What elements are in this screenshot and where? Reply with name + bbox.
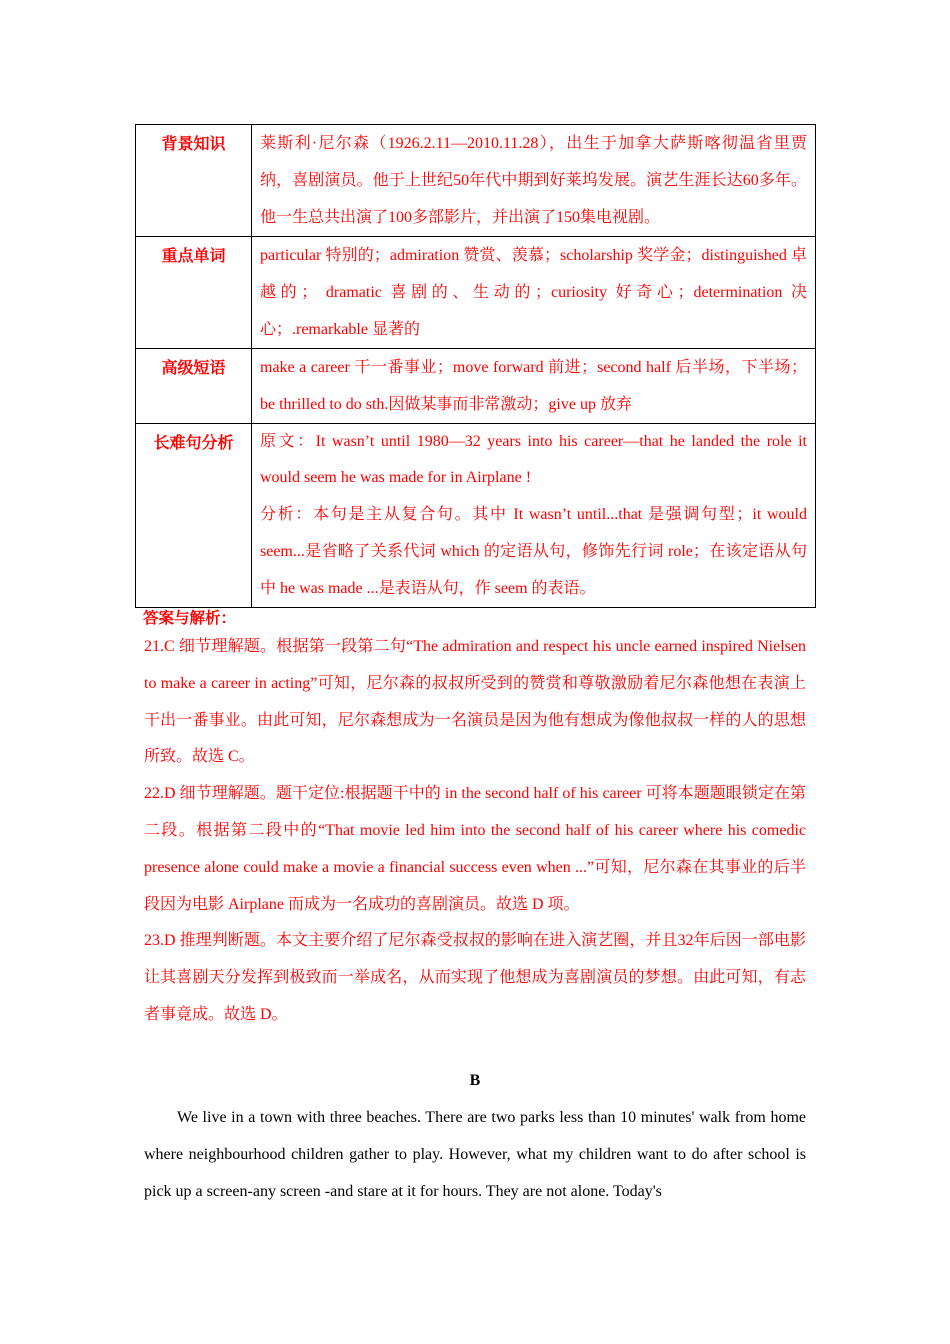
answer-21: 21.C 细节理解题。根据第一段第二句“The admiration and respect his uncle earned inspired Nielsen to make a career in acting”可知，尼尔森的叔叔所受到的赞赏和尊敬激励着尼尔森他想在表演上干出一番事业。由此可知，尼尔森想成为一名演员是因为他有想成为像他叔叔一样的人的思想所致。故选 C。 <box>144 638 806 766</box>
row-content-phrases: make a career 干一番事业；move forward 前进；second half 后半场，下半场；be thrilled to do sth.因做某事而非常激动；give up 放弃 <box>252 349 816 424</box>
answer-22: 22.D 细节理解题。题干定位:根据题干中的 in the second half of his career 可将本题题眼锁定在第二段。根据第二段中的“That movie led him into the second half of his career where his comedic presence alone could make a movie a financial success even when ...”可知，尼尔森在其事业的后半段因为电影 Airplane 而成为一名成功的喜剧演员。故选 D 项。 <box>144 785 806 913</box>
answers-heading: 答案与解析： <box>143 609 237 627</box>
original-sentence: 原文：It wasn’t until 1980—32 years into his career—that he landed the role it would seem he was made for in Airplane ! <box>260 433 807 486</box>
row-label-phrases: 高级短语 <box>136 349 252 424</box>
table-row <box>136 237 816 349</box>
row-content-sentence-analysis <box>252 424 816 608</box>
row-content-background: 莱斯利·尼尔森（1926.2.11—2010.11.28），出生于加拿大萨斯喀彻温省里贾纳，喜剧演员。他于上世纪50年代中期到好莱坞发展。演艺生涯长达60多年。他一生总共出演了100多部影片，并出演了150集电视剧。 <box>252 125 816 237</box>
section-title: B <box>469 1072 481 1089</box>
table-row <box>136 125 816 237</box>
passage-paragraph: We live in a town with three beaches. There are two parks less than 10 minutes' walk from home where neighbourhood children gather to play. However, what my children want to do after school is pick up a screen-any screen -and stare at it for hours. They are not alone. Today's <box>144 1109 806 1200</box>
table-row <box>136 424 816 608</box>
sentence-analysis: 分析：本句是主从复合句。其中 It wasn’t until...that 是强调句型；it would seem...是省略了关系代词 which 的定语从句，修饰先行词 role；在该定语从句中 he was made ...是表语从句，作 seem 的表语。 <box>260 506 807 597</box>
table-row <box>136 349 816 424</box>
study-notes-table <box>135 124 816 608</box>
row-content-key-words: particular 特别的；admiration 赞赏、羡慕；scholarship 奖学金；distinguished 卓越的； dramatic 喜剧的、生动的；curiosity 好奇心；determination 决心；.remarkable 显著的 <box>252 237 816 349</box>
row-label-sentence-analysis: 长难句分析 <box>136 424 252 608</box>
row-label-key-words: 重点单词 <box>136 237 252 349</box>
answer-23: 23.D 推理判断题。本文主要介绍了尼尔森受叔叔的影响在进入演艺圈，并且32年后因一部电影让其喜剧天分发挥到极致而一举成名，从而实现了他想成为喜剧演员的梦想。由此可知，有志者事竟成。故选 D。 <box>144 932 806 1023</box>
answers-section <box>144 600 806 1034</box>
row-label-background: 背景知识 <box>136 125 252 237</box>
